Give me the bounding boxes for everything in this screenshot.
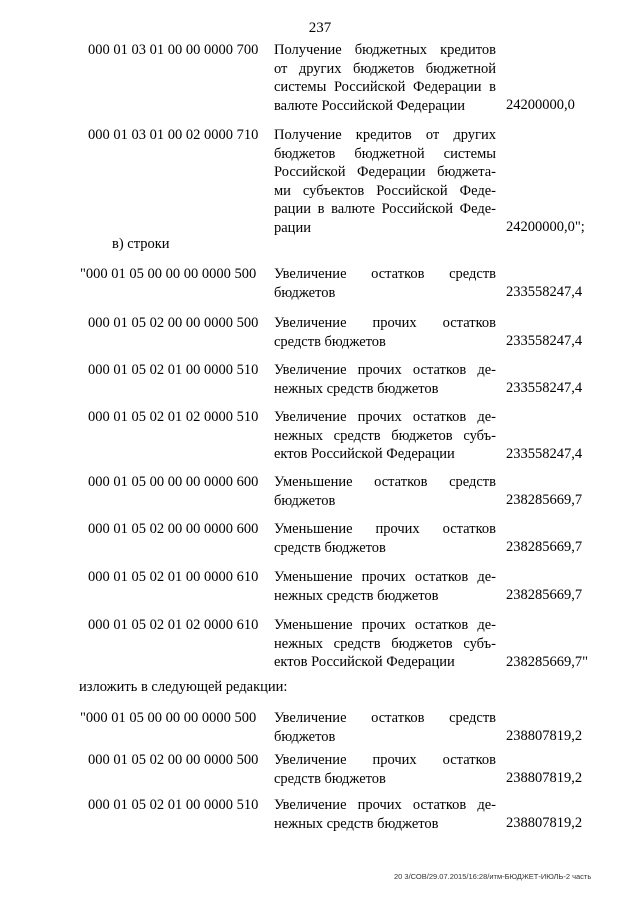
row-description xyxy=(274,709,496,746)
desc-line: бюджетов бюджетной системы xyxy=(274,145,496,162)
amount-value: 238807819,2 xyxy=(506,770,583,786)
desc-line: бюджетов xyxy=(274,284,336,301)
desc-line: Российской Федерации бюджета- xyxy=(274,164,496,180)
row-description xyxy=(274,473,496,510)
budget-code: 000 01 05 02 01 02 0000 610 xyxy=(88,617,259,633)
desc-line: ектов Российской Федерации xyxy=(274,446,455,462)
desc-line: Уменьшение прочих остатков xyxy=(274,521,496,537)
desc-line: нежных средств бюджетов субъ- xyxy=(274,427,496,444)
budget-code: 000 01 03 01 00 02 0000 710 xyxy=(88,127,259,143)
desc-line: Уменьшение прочих остатков де- xyxy=(274,617,496,633)
desc-line: системы Российской Федерации в xyxy=(274,79,496,95)
amount-value: 238285669,7" xyxy=(506,654,589,670)
budget-code: 000 01 05 02 01 00 0000 510 xyxy=(88,797,259,813)
row-description xyxy=(274,616,496,672)
row-description xyxy=(274,41,496,115)
desc-line: Увеличение прочих остатков де- xyxy=(274,797,496,813)
row-description xyxy=(274,796,496,833)
desc-line: Увеличение остатков средств xyxy=(274,710,496,726)
desc-line: Уменьшение прочих остатков де- xyxy=(274,569,496,585)
desc-line: бюджетов xyxy=(274,492,336,509)
amount-value: 24200000,0 xyxy=(506,97,575,113)
row-description xyxy=(274,314,496,351)
desc-line: ектов Российской Федерации xyxy=(274,654,455,670)
desc-line: средств бюджетов xyxy=(274,770,386,787)
budget-code: "000 01 05 00 00 00 0000 500 xyxy=(80,266,257,282)
desc-line: Увеличение прочих остатков xyxy=(274,752,496,768)
row-description xyxy=(274,408,496,464)
desc-line: нежных средств бюджетов xyxy=(274,587,439,604)
desc-line: средств бюджетов xyxy=(274,539,386,556)
budget-code: 000 01 05 02 01 00 0000 510 xyxy=(88,362,259,378)
amount-value: 233558247,4 xyxy=(506,284,583,300)
desc-line: Получение бюджетных кредитов xyxy=(274,42,496,58)
desc-line: нежных средств бюджетов субъ- xyxy=(274,635,496,652)
desc-line: рации xyxy=(274,219,311,236)
sub-heading: в) строки xyxy=(112,236,170,252)
row-description xyxy=(274,520,496,557)
budget-code: 000 01 05 02 00 00 0000 600 xyxy=(88,521,259,537)
amount-value: 233558247,4 xyxy=(506,446,583,462)
amount-value: 233558247,4 xyxy=(506,380,583,396)
desc-line: Получение кредитов от других xyxy=(274,127,496,143)
amount-value: 238807819,2 xyxy=(506,815,583,831)
desc-line: валюте Российской Федерации xyxy=(274,97,466,114)
budget-code: 000 01 05 02 00 00 0000 500 xyxy=(88,752,259,768)
row-description xyxy=(274,265,496,302)
desc-line: Увеличение прочих остатков де- xyxy=(274,409,496,425)
row-description xyxy=(274,568,496,605)
desc-line: бюджетов xyxy=(274,728,336,745)
desc-line: Уменьшение остатков средств xyxy=(274,474,496,490)
budget-code: "000 01 05 00 00 00 0000 500 xyxy=(80,710,257,726)
row-description xyxy=(274,361,496,398)
budget-code: 000 01 03 01 00 00 0000 700 xyxy=(88,42,259,58)
budget-code: 000 01 05 02 01 00 0000 610 xyxy=(88,569,259,585)
desc-line: Увеличение прочих остатков xyxy=(274,315,496,331)
desc-line: Увеличение остатков средств xyxy=(274,266,496,282)
row-description xyxy=(274,751,496,788)
budget-code: 000 01 05 02 01 02 0000 510 xyxy=(88,409,259,425)
desc-line: рации в валюте Российской Феде- xyxy=(274,201,496,217)
amount-value: 24200000,0"; xyxy=(506,219,585,235)
amount-value: 238285669,7 xyxy=(506,587,583,603)
desc-line: средств бюджетов xyxy=(274,333,386,350)
budget-code: 000 01 05 02 00 00 0000 500 xyxy=(88,315,259,331)
amount-value: 238285669,7 xyxy=(506,539,583,555)
document-footer: 20 3/СОВ/29.07.2015/16:28/итм-БЮДЖЕТ-ИЮЛЬ-2 часть xyxy=(394,872,592,881)
page-number: 237 xyxy=(308,20,332,36)
desc-line: от других бюджетов бюджетной xyxy=(274,60,496,77)
desc-line: нежных средств бюджетов xyxy=(274,815,439,832)
budget-code: 000 01 05 00 00 00 0000 600 xyxy=(88,474,259,490)
row-description xyxy=(274,126,496,237)
desc-line: ми субъектов Российской Феде- xyxy=(274,182,496,199)
desc-line: Увеличение прочих остатков де- xyxy=(274,362,496,378)
instruction-text: изложить в следующей редакции: xyxy=(79,679,288,695)
desc-line: нежных средств бюджетов xyxy=(274,380,439,397)
amount-value: 238285669,7 xyxy=(506,492,583,508)
amount-value: 238807819,2 xyxy=(506,728,583,744)
amount-value: 233558247,4 xyxy=(506,333,583,349)
